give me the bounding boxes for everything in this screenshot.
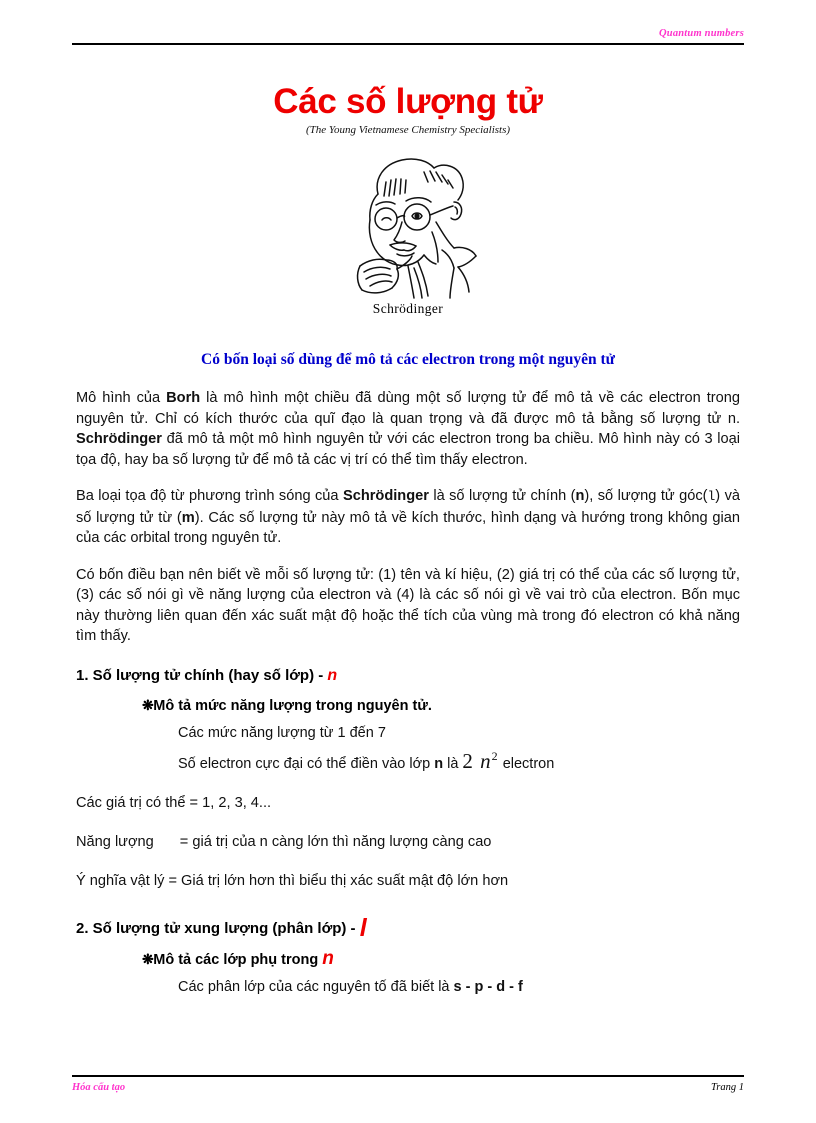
running-title: Quantum numbers — [659, 28, 744, 39]
section-1-physical-meaning: Ý nghĩa vật lý = Giá trị lớn hơn thì biểu thị xác suất mật độ lớn hơn — [76, 872, 509, 889]
footer-divider — [72, 1075, 744, 1077]
section-1-heading-text: 1. Số lượng tử chính (hay số lớp) - — [76, 666, 328, 684]
subshell-list: s - p - d - f — [453, 978, 523, 995]
section-2-line-1 — [178, 977, 740, 998]
section-2-bullet-symbol: n — [322, 947, 334, 969]
section-2-symbol: l — [359, 913, 367, 942]
section-1-line-1: Các mức năng lượng từ 1 đến 7 — [178, 724, 386, 741]
section-2-bullet-text: Mô tả các lớp phụ trong — [153, 951, 323, 968]
p2-part-c: là số lượng tử chính ( — [428, 488, 576, 504]
page-subtitle: (The Young Vietnamese Chemistry Specialists) — [305, 124, 511, 136]
schrodinger-portrait-icon — [324, 150, 492, 305]
formula-exponent: 2 — [491, 748, 499, 763]
p2-part-a: Ba loại tọa độ từ phương trình sóng của — [76, 488, 343, 504]
section-1-symbol: n — [327, 666, 338, 684]
section-1-energy-line — [76, 832, 740, 853]
page-header — [72, 28, 744, 54]
term-schrodinger-1: Schrödinger — [76, 431, 162, 447]
section-1-bullet — [142, 695, 740, 717]
s1-l2-part-c: là — [443, 755, 463, 772]
paragraph-2 — [76, 486, 740, 549]
section-1-bullet-text: Mô tả mức năng lượng trong nguyên tử. — [153, 697, 432, 714]
page-title: Các số lượng tử — [273, 82, 543, 121]
p2-part-g: ) và số lượng tử từ ( — [76, 488, 740, 526]
section-2-heading-text: 2. Số lượng tử xung lượng (phân lớp) - — [76, 919, 360, 937]
section-1-line-2 — [178, 746, 740, 775]
header-divider — [72, 43, 744, 45]
term-borh: Borh — [166, 390, 201, 406]
portrait-figure — [0, 150, 816, 317]
footer-page-number: Trang 1 — [711, 1082, 744, 1093]
p1-part-c: là mô hình một chiều đã dùng một số lượng tử để mô tả về các electron trong nguyên tử. Chỉ có kích thước của quĩ đạo là quan trọng và đã được mô tả bằng số lượng tử n. — [76, 390, 740, 427]
s2-l1-part-a: Các phân lớp của các nguyên tố đã biết là — [178, 978, 454, 995]
s1-l2-symbol-n: n — [434, 755, 444, 772]
p2-part-i: ). Các số lượng tử này mô tả về kích thước, hình dạng và hướng trong không gian của các orbital trong nguyên tử. — [76, 509, 740, 546]
title-block — [72, 82, 744, 137]
star-bullet-icon: ❋ — [142, 696, 154, 713]
p1-part-a: Mô hình của — [76, 390, 167, 406]
footer-row — [72, 1082, 744, 1093]
section-heading-blue: Có bốn loại số dùng để mô tả các electron trong một nguyên tử — [201, 351, 615, 368]
star-bullet-icon-2: ❋ — [142, 950, 154, 967]
section-2-heading — [76, 913, 740, 942]
term-schrodinger-2: Schrödinger — [342, 488, 429, 504]
footer-left-text: Hóa cấu tạo — [72, 1082, 126, 1093]
page-footer — [72, 1075, 744, 1093]
formula-coefficient: 2 — [462, 748, 474, 773]
s1-l2-part-a: Số electron cực đại có thể điền vào lớp — [178, 755, 435, 772]
formula-2n-squared — [462, 749, 498, 773]
energy-label: Năng lượng — [76, 833, 154, 850]
formula-variable: n — [480, 748, 492, 773]
p1-part-e: đã mô tả một mô hình nguyên tử với các electron trong ba chiều. Mô hình này có 3 loại tọa độ, hay ba số lượng tử để mô tả các vị trí có thể tìm thấy electron. — [76, 431, 740, 468]
energy-value: = giá trị của n càng lớn thì năng lượng càng cao — [179, 833, 492, 850]
section-1-heading — [76, 665, 740, 687]
s1-l2-part-d: electron — [502, 755, 555, 772]
portrait-caption: Schrödinger — [372, 301, 444, 316]
p2-part-e: ), số lượng tử góc( — [584, 488, 708, 504]
paragraph-3: Có bốn điều bạn nên biết về mỗi số lượng tử: (1) tên và kí hiệu, (2) giá trị có thể của các số lượng tử, (3) các số nói gì về năng lượng của electron và (4) là các số nói gì về vai trò của electron. Bốn mục này thường liên quan đến xác suất mật độ hoặc thể tích của vùng mà trong đó electron có khả năng tìm thấy. — [76, 566, 740, 644]
paragraph-1 — [76, 388, 740, 470]
document-body — [76, 388, 740, 998]
section-1-possible-values: Các giá trị có thể = 1, 2, 3, 4... — [76, 794, 272, 811]
symbol-n: n — [575, 488, 585, 504]
section-2-bullet — [142, 948, 740, 971]
symbol-m: m — [181, 509, 195, 526]
symbol-l: l — [707, 489, 716, 504]
